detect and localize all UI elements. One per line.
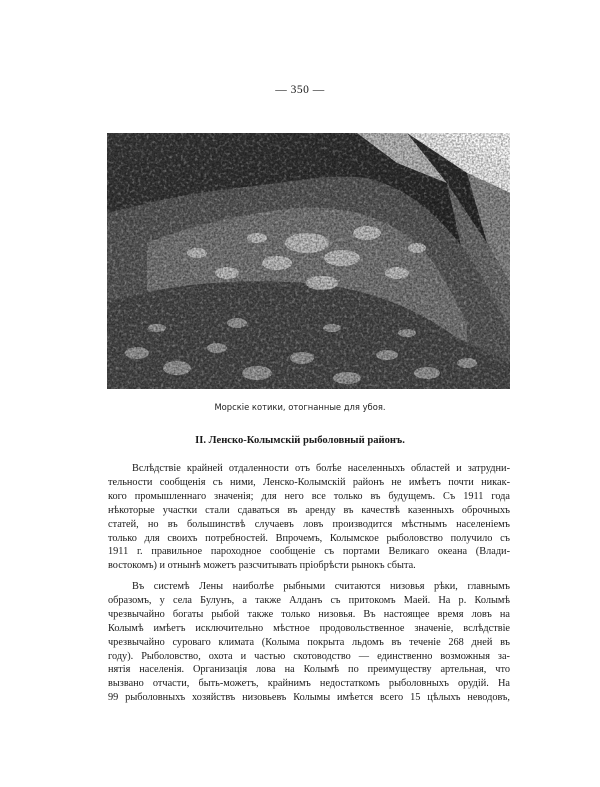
photograph-fur-seals: [107, 133, 510, 389]
text-line: только для своихъ потребностей. Впрочемъ, Колымское рыболовство получило съ: [108, 532, 510, 544]
text-line: нѣкоторые участки стали сдаваться въ аренду въ качествѣ казенныхъ оброчныхъ: [108, 504, 510, 516]
text-line: кого промышленнаго значенія; для него все только въ будущемъ. Съ 1911 года: [108, 490, 510, 502]
paragraph-1: [108, 462, 510, 573]
text-line: Въ системѣ Лены наиболѣе рыбными считаются низовья рѣки, главнымъ: [132, 581, 510, 592]
figure-caption: Морскіе котики, отогнанные для убоя.: [214, 402, 386, 412]
text-line: Вслѣдствіе крайней отдаленности отъ болѣе населенныхъ областей и затрудни-: [132, 463, 510, 474]
paragraph-2: [108, 580, 510, 705]
text-line: востокомъ) и отнынѣ можетъ разсчитывать пріобрѣсти рынокъ сбыта.: [108, 560, 416, 572]
text-line: 99 рыболовныхъ хозяйствъ низовьевъ Колымы имѣется всего 15 цѣлыхъ неводовъ,: [108, 692, 510, 704]
text-line: году). Рыболовство, охота и частью скотоводство — единственно возможныя за-: [108, 650, 510, 662]
text-line: тельности сообщенія съ ними, Ленско-Колымскій районъ не имѣетъ почти никак-: [108, 476, 510, 488]
text-line: статей, но въ большинствѣ случаевъ ловъ производится мѣстнымъ населеніемъ: [108, 518, 510, 530]
text-line: образомъ, у села Булунъ, а также Алданъ съ притокомъ Маей. На р. Колымѣ: [108, 594, 510, 606]
text-line: чрезвычайно суроваго климата (Колыма покрыта льдомъ въ теченіе 268 дней въ: [108, 636, 510, 648]
text-line: чрезвычайно богаты рыбой также только низовья. Въ настоящее время ловъ на: [108, 608, 510, 620]
page-number: — 350 —: [275, 84, 325, 96]
text-line: нятія населенія. Организація лова на Колымѣ по преимуществу артельная, что: [108, 664, 510, 676]
section-title: II. Ленско-Колымскій рыболовный районъ.: [195, 435, 405, 446]
text-line: 1911 г. правильное пароходное сообщеніе съ портами Великаго океана (Влади-: [108, 546, 510, 558]
text-line: Колымѣ имѣетъ исключительно мѣстное продовольственное значеніе, вслѣдствіе: [108, 622, 510, 634]
text-line: вызвано отчасти, быть-можетъ, крайнимъ недостаткомъ рыболовныхъ орудій. На: [108, 678, 510, 690]
